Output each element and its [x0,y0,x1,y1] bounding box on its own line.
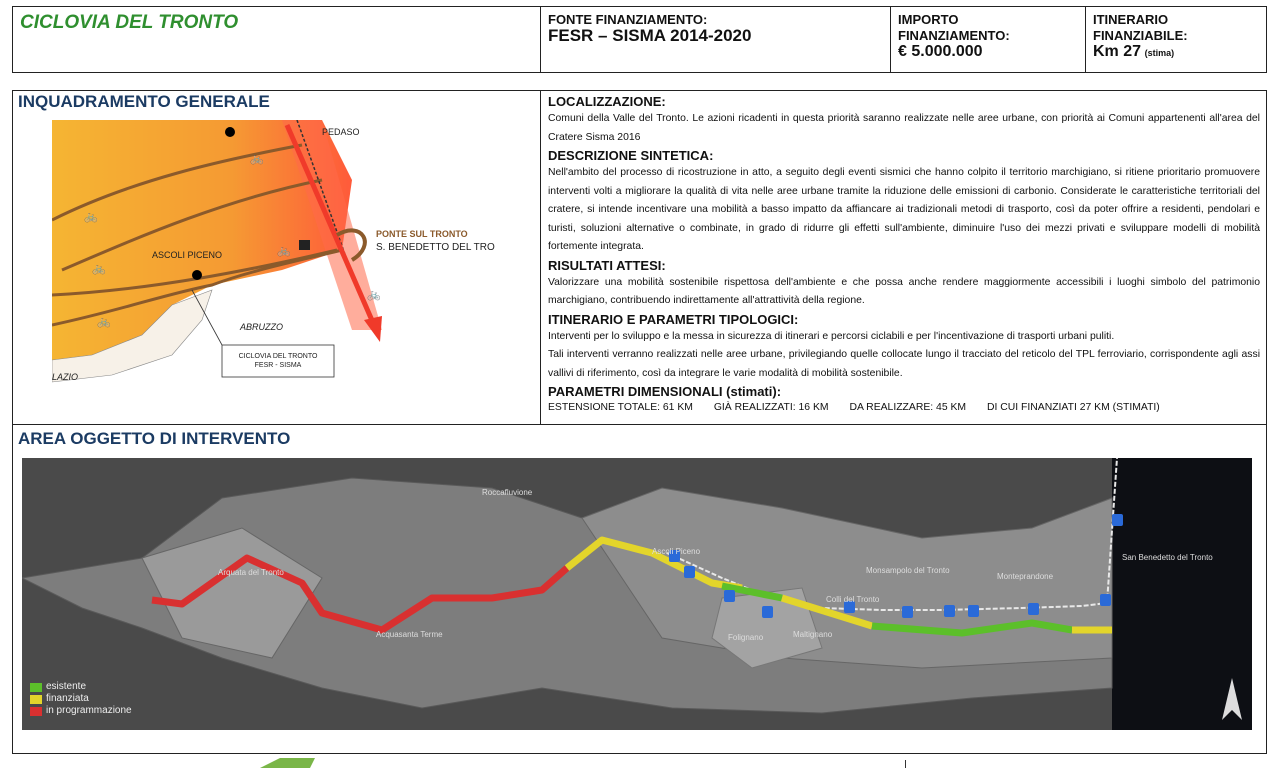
place-sanbenedetto: San Benedetto del Tronto [1122,553,1213,562]
header-divider [890,6,891,73]
bus-icon [944,605,955,617]
parametri-values [548,400,1260,416]
description-column [548,93,1260,416]
legend-swatch [30,707,42,716]
legend-item [30,681,132,693]
place-folignano: Folignano [728,633,764,642]
importo-label: IMPORTO [898,12,959,27]
legend-label: in programmazione [46,705,132,716]
bus-icon [1100,594,1111,606]
parametri-label: PARAMETRI DIMENSIONALI (stimati): [548,384,782,399]
map-legend [30,681,132,717]
legend-item [30,705,132,717]
param-realizzati: GIÀ REALIZZATI: 16 KM [713,402,829,413]
importo-value: € 5.000.000 [898,43,983,60]
fonte-label: FONTE FINANZIAMENTO: [548,12,708,27]
itinerario-label: ITINERARIO E PARAMETRI TIPOLOGICI: [548,311,799,327]
descrizione-text: Nell'ambito del processo di ricostruzione in atto, a seguito degli eventi sismici che hanno colpito il territorio marchigiano, si ritiene prioritario promuovere interventi volti a migliorare la qualità di vita nelle aree urbane tramite la riduzione delle emissioni di carbonio. Considerate le caratteristiche territoriali del cratere, si intende incentivare una mobilità a basso impatto da affiancare ai tradizionali metodi di trasporto, così da poter offrire a residenti, pendolari e turisti, soluzioni alternative o combinate, in grado di ridurre gli effetti sull'ambiente, diminuire l'uso dei mezzi privati e sviluppare modelli di mobilità fortemente integrata. [548,167,1260,252]
bike-icon: 🚲 [367,289,381,301]
footer-logo-fragment [260,758,320,768]
map-label-ponte: PONTE SUL TRONTO [376,229,468,239]
bike-icon: 🚲 [84,211,98,223]
city-dot [225,127,235,137]
inquadramento-title: INQUADRAMENTO GENERALE [18,92,270,111]
itinerario-note: (stima) [1144,48,1175,58]
itinerario-text: Tali interventi verranno realizzati nelle aree urbane, privilegiando quelle collocate lungo il tracciato del reticolo del TPL ferroviario, corrispondente agli assi vallivi di riferimento, così da integrare le varie modalità di mobilità sostenibile. [548,349,1260,379]
itinerario-text: Interventi per lo sviluppo e la messa in sicurezza di itinerari e percorsi ciclabili e per l'incentivazione di trasporti urbani puliti. [548,330,1115,342]
place-monsampolo: Monsampolo del Tronto [866,566,950,575]
param-da-realizzare: DA REALIZZARE: 45 KM [849,402,967,413]
fonte-finanziamento [548,12,751,44]
itinerario-label: ITINERARIO [1093,12,1169,27]
area-map [22,458,1252,730]
map-label-lazio: LAZIO [52,372,79,382]
place-acquasanta: Acquasanta Terme [376,630,443,639]
document-title: CICLOVIA DEL TRONTO [20,12,239,33]
bus-icon [299,240,310,250]
legend-swatch [30,683,42,692]
localizzazione-text: Comuni della Valle del Tronto. Le azioni ricadenti in questa priorità saranno realizzate nelle aree urbane, con priorità ai Comuni appartenenti all'area del Cratere Sisma 2016 [548,113,1260,143]
header-divider [1085,6,1086,73]
bus-icon [1112,514,1123,526]
param-finanziati: DI CUI FINANZIATI 27 KM (STIMATI) [986,402,1160,413]
bus-icon [684,566,695,578]
place-colli: Colli del Tronto [826,595,880,604]
footer-divider [905,760,906,768]
bus-icon [762,606,773,618]
bus-icon [724,590,735,602]
itinerario-finanziabile [1093,12,1188,61]
bus-icon [902,606,913,618]
place-maltignano: Maltignano [793,630,833,639]
bike-icon: 🚲 [250,153,264,165]
bike-icon: 🚲 [97,316,111,328]
bike-icon: 🚲 [277,245,291,257]
importo-finanziamento [898,12,1010,60]
map-label-pedaso: PEDASO [322,127,360,137]
callout-line-1: CICLOVIA DEL TRONTO [238,353,318,360]
itinerario-label: FINANZIABILE: [1093,28,1188,43]
fonte-value: FESR – SISMA 2014-2020 [548,26,752,45]
place-ascoli: Ascoli Piceno [652,547,701,556]
bus-icon [968,605,979,617]
localizzazione-label: LOCALIZZAZIONE: [548,94,666,109]
param-totale: ESTENSIONE TOTALE: 61 KM [548,402,693,413]
importo-label: FINANZIAMENTO: [898,28,1010,43]
area-title: AREA OGGETTO DI INTERVENTO [18,429,291,448]
bus-icon [1028,603,1039,615]
header-divider [540,6,541,73]
map-label-sbenedetto: S. BENEDETTO DEL TRO [376,242,495,253]
itinerario-value: Km 27 [1093,43,1142,60]
place-arquata: Arquata del Tronto [218,568,284,577]
legend-swatch [30,695,42,704]
inquadramento-map [52,120,512,390]
risultati-label: RISULTATI ATTESI: [548,257,666,273]
place-monteprandone: Monteprandone [997,572,1054,581]
legend-label: esistente [46,681,87,692]
legend-item [30,693,132,705]
bike-icon: 🚲 [92,263,106,275]
map-label-abruzzo: ABRUZZO [240,322,284,332]
city-dot [192,270,202,280]
callout-line-2: FESR - SISMA [254,362,302,369]
callout-text [222,352,334,370]
map-label-ascoli: ASCOLI PICENO [152,250,223,260]
legend-label: finanziata [46,693,89,704]
risultati-text: Valorizzare una mobilità sostenibile rispettosa dell'ambiente e che possa anche rendere maggiormente accessibili i luoghi simbolo del patrimonio marchigiano, contribuendo indirettamente all'attrattività della regione. [548,276,1260,306]
place-roccafluvione: Roccafluvione [482,488,533,497]
section-divider [12,424,1267,425]
main-divider [540,90,541,424]
descrizione-label: DESCRIZIONE SINTETICA: [548,148,714,163]
